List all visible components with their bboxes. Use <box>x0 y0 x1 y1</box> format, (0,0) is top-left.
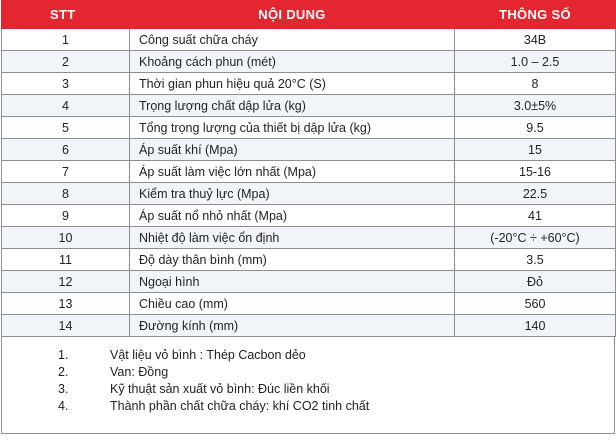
table-row <box>2 29 616 51</box>
table-row <box>2 293 616 315</box>
header-value: THÔNG SỐ <box>455 1 616 29</box>
row-stt: 7 <box>2 161 130 183</box>
row-value: 41 <box>455 205 616 227</box>
note-text: Van: Đồng <box>110 365 169 379</box>
row-content: Độ dày thân bình (mm) <box>130 249 455 271</box>
row-stt: 13 <box>2 293 130 315</box>
row-content: Ngoại hình <box>130 271 455 293</box>
table-row <box>2 73 616 95</box>
table-row <box>2 205 616 227</box>
note-text: Thành phần chất chữa cháy: khí CO2 tinh chất <box>110 399 370 413</box>
row-content: Áp suất làm việc lớn nhất (Mpa) <box>130 161 455 183</box>
note-text: Kỹ thuật sản xuất vỏ bình: Đúc liền khối <box>110 382 330 396</box>
note-number: 1. <box>58 348 69 362</box>
table-row <box>2 271 616 293</box>
note-number: 2. <box>58 365 69 379</box>
row-content: Đường kính (mm) <box>130 315 455 337</box>
table-row <box>2 183 616 205</box>
row-stt: 1 <box>2 29 130 51</box>
row-value: 34B <box>455 29 616 51</box>
row-value: Đỏ <box>455 271 616 293</box>
row-stt: 9 <box>2 205 130 227</box>
row-content: Chiều cao (mm) <box>130 293 455 315</box>
note-item <box>2 381 614 398</box>
header-stt: STT <box>2 1 130 29</box>
notes-box <box>1 337 615 434</box>
row-value: (-20°C ÷ +60°C) <box>455 227 616 249</box>
note-number: 3. <box>58 382 69 396</box>
table-row <box>2 51 616 73</box>
row-content: Áp suất nổ nhỏ nhất (Mpa) <box>130 205 455 227</box>
row-stt: 8 <box>2 183 130 205</box>
row-stt: 14 <box>2 315 130 337</box>
row-content: Kiểm tra thuỷ lực (Mpa) <box>130 183 455 205</box>
spec-table <box>1 0 616 337</box>
table-row <box>2 95 616 117</box>
row-value: 3.0±5% <box>455 95 616 117</box>
row-stt: 5 <box>2 117 130 139</box>
row-content: Khoảng cách phun (mét) <box>130 51 455 73</box>
row-value: 3.5 <box>455 249 616 271</box>
row-stt: 6 <box>2 139 130 161</box>
row-stt: 4 <box>2 95 130 117</box>
note-item <box>2 398 614 415</box>
table-row <box>2 161 616 183</box>
row-stt: 10 <box>2 227 130 249</box>
row-stt: 12 <box>2 271 130 293</box>
row-content: Tổng trọng lượng của thiết bị dập lửa (kg) <box>130 117 455 139</box>
note-text: Vật liệu vỏ bình : Thép Cacbon dẻo <box>110 348 306 362</box>
row-value: 560 <box>455 293 616 315</box>
note-item <box>2 364 614 381</box>
table-row <box>2 227 616 249</box>
table-row <box>2 117 616 139</box>
row-stt: 11 <box>2 249 130 271</box>
spec-sheet <box>1 0 615 440</box>
table-header-row <box>2 1 616 29</box>
note-item <box>2 347 614 364</box>
row-stt: 2 <box>2 51 130 73</box>
row-value: 8 <box>455 73 616 95</box>
row-value: 15 <box>455 139 616 161</box>
row-value: 22.5 <box>455 183 616 205</box>
table-row <box>2 249 616 271</box>
table-row <box>2 315 616 337</box>
header-content: NỘI DUNG <box>130 1 455 29</box>
row-value: 15-16 <box>455 161 616 183</box>
note-number: 4. <box>58 399 69 413</box>
row-stt: 3 <box>2 73 130 95</box>
row-value: 9.5 <box>455 117 616 139</box>
row-content: Nhiệt độ làm việc ổn định <box>130 227 455 249</box>
row-content: Công suất chữa cháy <box>130 29 455 51</box>
row-value: 140 <box>455 315 616 337</box>
row-content: Thời gian phun hiệu quả 20°C (S) <box>130 73 455 95</box>
table-row <box>2 139 616 161</box>
row-value: 1.0 – 2.5 <box>455 51 616 73</box>
row-content: Áp suất khí (Mpa) <box>130 139 455 161</box>
row-content: Trọng lượng chất dập lửa (kg) <box>130 95 455 117</box>
